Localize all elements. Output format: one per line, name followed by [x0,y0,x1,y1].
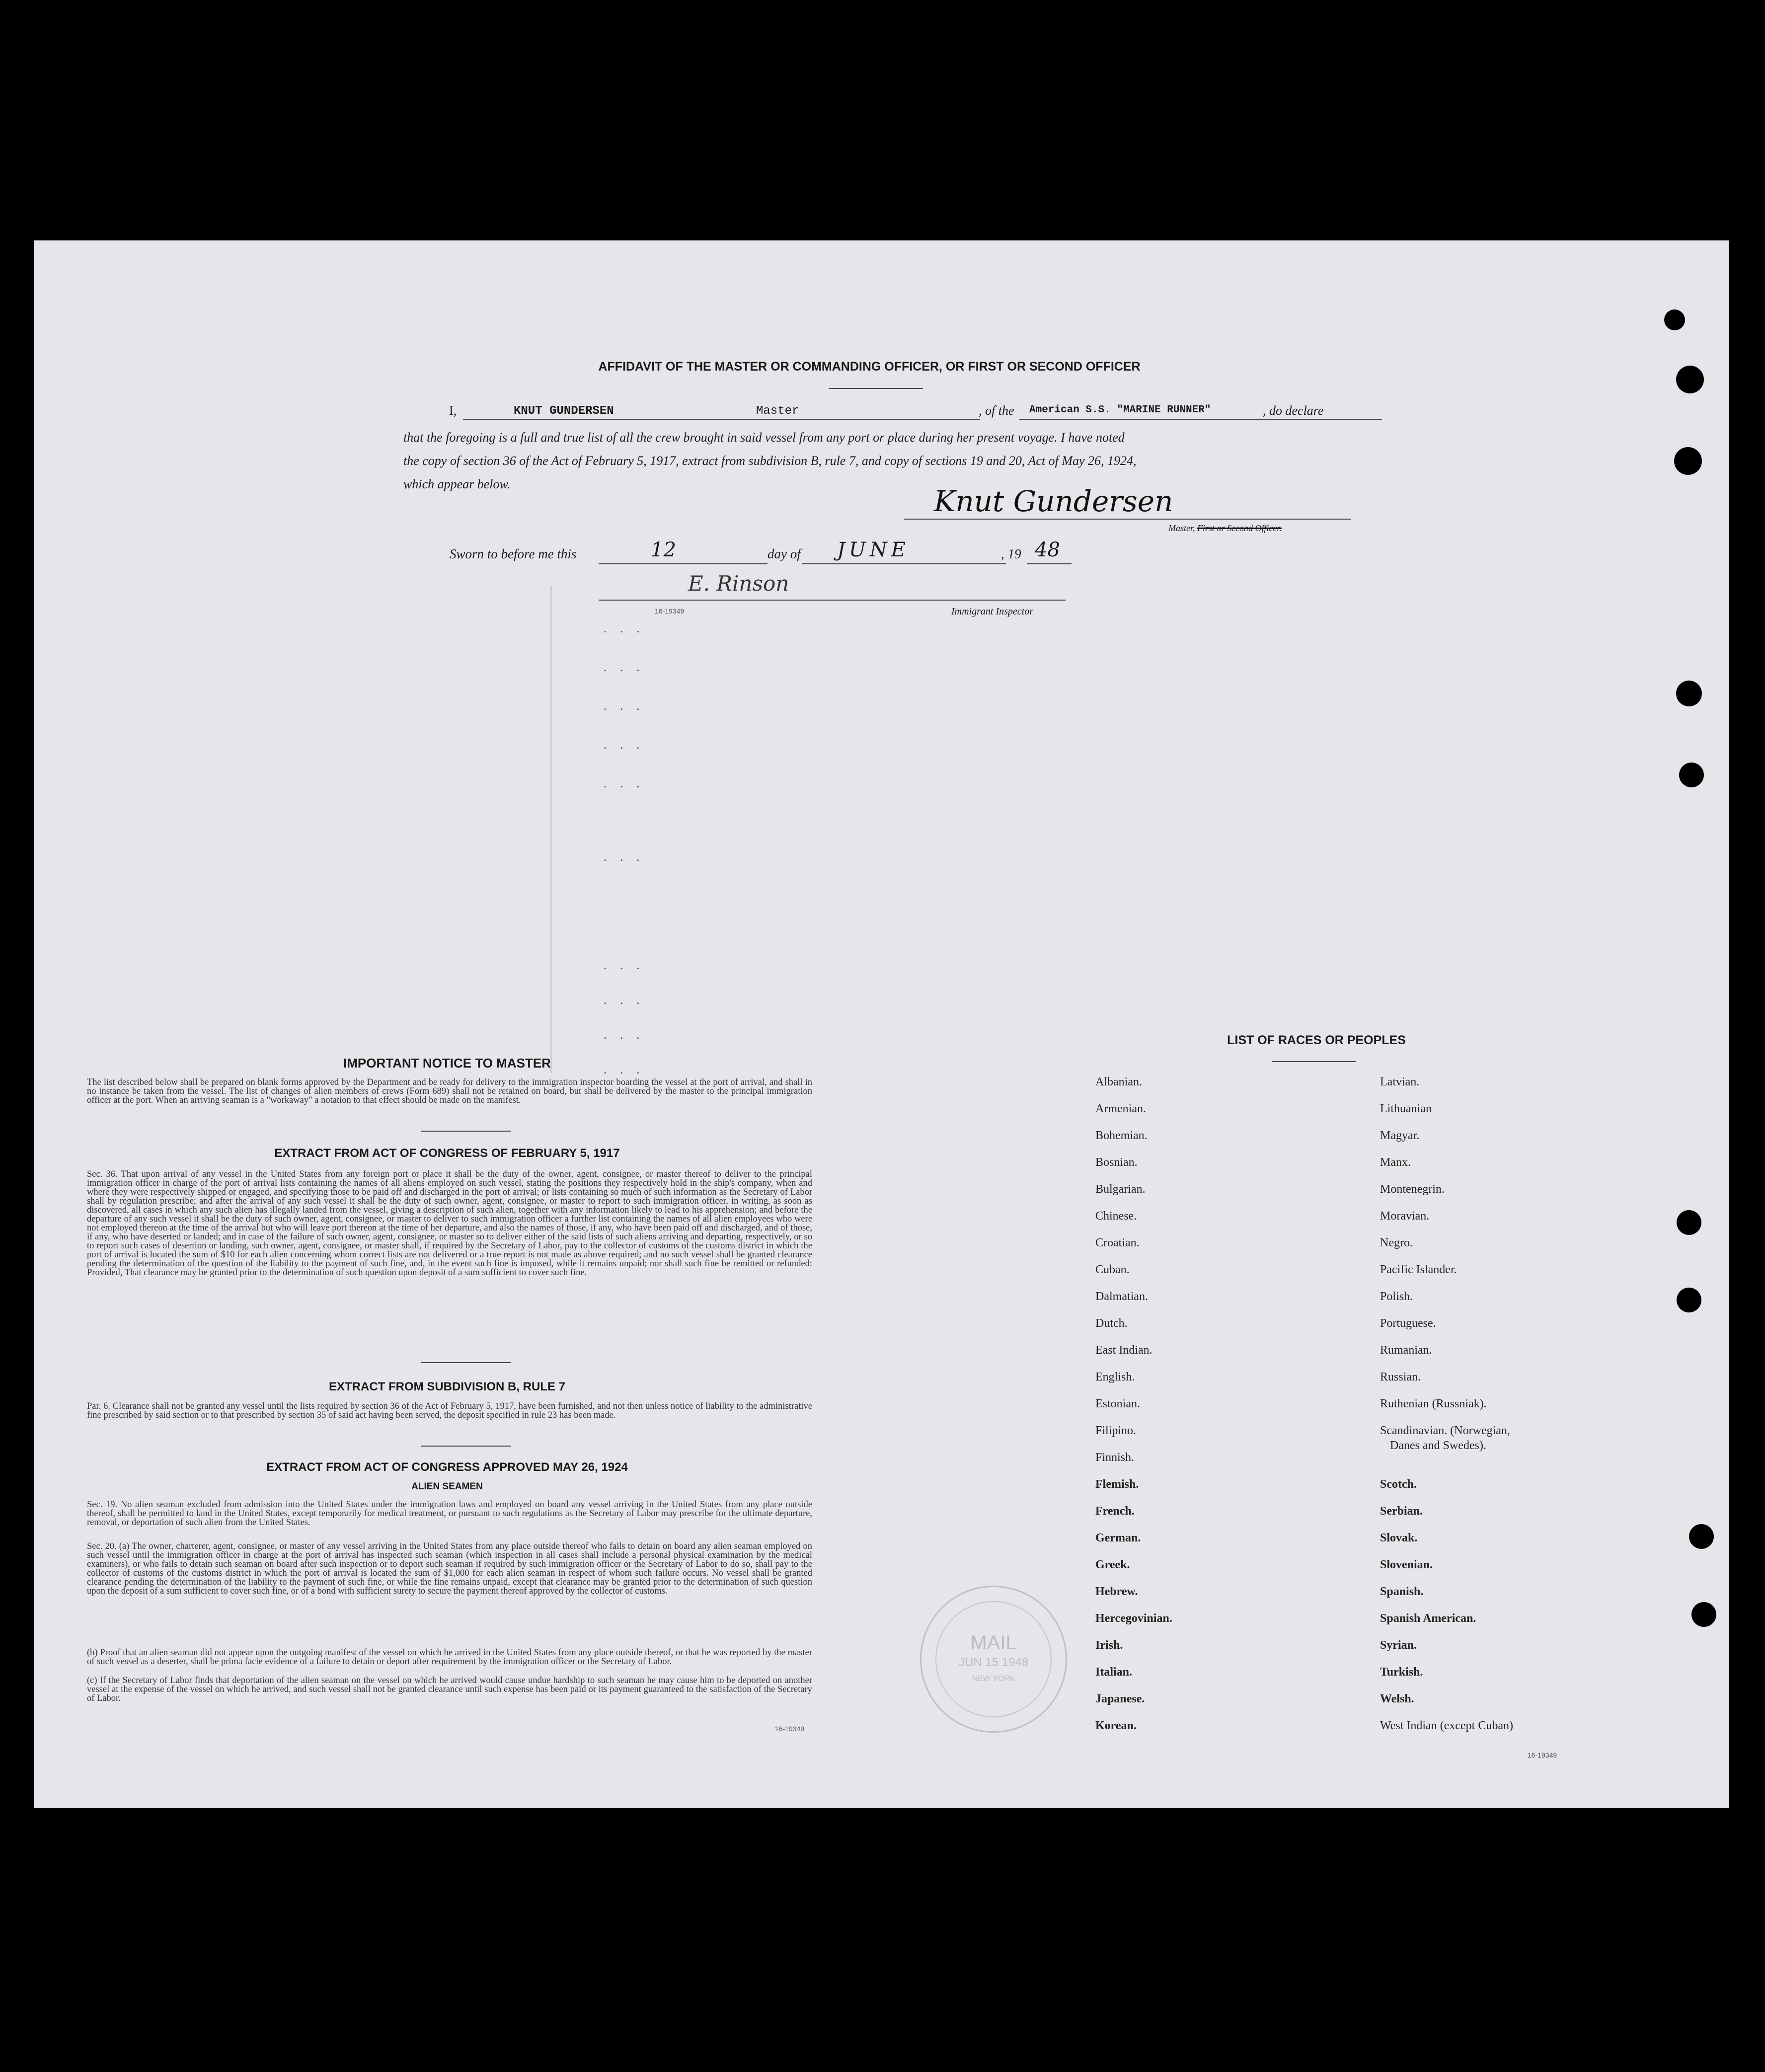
dot-leader: . . . [604,660,645,674]
fold-line [550,586,552,1073]
race-item: Finnish. [1095,1451,1135,1464]
stamp-line-3: NEW YORK [972,1675,1015,1683]
race-item: Negro. [1380,1236,1413,1249]
race-item: Japanese. [1095,1692,1145,1705]
dot-leader: . . . [604,737,645,752]
race-item: German. [1095,1532,1141,1544]
binder-hole [1677,1210,1701,1235]
race-item: Danes and Swedes). [1390,1439,1486,1452]
race-item: English. [1095,1371,1135,1383]
race-item: Irish. [1095,1639,1123,1652]
caption-master: Master, [1168,523,1195,533]
of-the-text: , of the [979,403,1014,418]
race-item: Portuguese. [1380,1317,1436,1330]
sec-20a-text: Sec. 20. (a) The owner, charterer, agent, consignee, or master of any vessel arriving in the United States from any place outside thereof who fails to detain on board any alien seaman employed on such vessel until the immigration officer in charge at the port of arrival has inspected such seaman (which inspection in all cases shall include a personal physical examination by the medical examiners), or who fails to detain such seaman on board after such inspection or to deport such seaman if required by such immigration officer or the Secretary of Labor to do so, shall pay to the collector of customs of the customs district in which the port of arrival is located the sum of $1,000 for each alien seaman in respect of whom such failure occurs. No vessel shall be granted clearance pending the determination of the liability to the payment of such fine, or while the fine remains unpaid, except that clearance may be granted prior to the determination of such question upon the deposit of a sum sufficient to cover such fine, or of a bond with sufficient surety to secure the payment thereof approved by the collector of customs. [87,1541,812,1596]
race-item: Scotch. [1380,1478,1417,1491]
extract-1917-text: Sec. 36. That upon arrival of any vessel in the United States from any foreign port or place it shall be the duty of the owner, agent, consignee, or master thereof to deliver to the principal immigration officer in charge of the port of arrival lists containing the names of all aliens employed on such vessel, stating the positions they respectively hold in the ship's company, when and where they were respectively shipped or engaged, and specifying those to be paid off and discharged in the port of arrival; or lists containing so much of such information as the Secretary of Labor shall by regulation prescribe; and after the arrival of any such vessel it shall be the duty of such owner, agent, consignee, or master to report to such immigration officer, in writing, as soon as discovered, all cases in which any such alien has illegally landed from the vessel, giving a description of such alien, together with any information likely to lead to his apprehension; and before the departure of any such vessel it shall be the duty of such owner, agent, consignee, or master to deliver to such immigration officer a further list containing the names of all alien employees who were not employed thereon at the time of the arrival but who will leave port thereon at the time of her departure, and also the names of those, if any, who have been paid off and discharged, and of those, if any, who have deserted or landed; and in case of the failure of such owner, agent, consignee, or master so to deliver either of the said lists of such aliens arriving and departing, respectively, or so to report such cases of desertion or landing, such owner, agent, consignee, or master shall, if required by the Secretary of Labor, pay to the collector of customs of the customs district in which the port of arrival is located the sum of $10 for each alien concerning whom correct lists are not delivered or a true report is not made as above required; and no such vessel shall be granted clearance pending the determination of the question of the liability to the payment of such fine, and, in the event such fine is imposed, while it remains unpaid; nor shall such fine be remitted or refunded: Provided, That clearance may be granted prior to the determination of such question upon deposit of a sum sufficient to cover such fine. [87,1169,812,1278]
day-of-label: day of [767,546,801,561]
sec-20c-text: (c) If the Secretary of Labor finds that deportation of the alien seaman on the vessel on which he arrived would cause undue hardship to such seaman he may cause him to be deported on another vessel at the expense of the vessel on which he arrived, and such vessel shall not be granted clearance until such expense has been paid or its payment guaranteed to the satisfaction of the Secretary of Labor. [87,1676,812,1703]
binder-hole [1691,1602,1716,1627]
inspector-caption: Immigrant Inspector [951,606,1033,617]
body-line-3: which appear below. [403,477,511,491]
race-item: Ruthenian (Russniak). [1380,1397,1487,1410]
race-item: Moravian. [1380,1210,1430,1223]
race-item: Spanish American. [1380,1612,1476,1625]
stamp-line-1: MAIL [970,1632,1017,1654]
sec-20b-text: (b) Proof that an alien seaman did not appear upon the outgoing manifest of the vessel on which he arrived in the United States from any place outside thereof, or that he was reported by the master of such vessel as a deserter, shall be prima facie evidence of a failure to detain or deport after requirement by the immigration officer or the Secretary of Labor. [87,1648,812,1667]
dot-leader: . . . [604,849,645,864]
binder-hole [1674,447,1702,475]
affidavit-title: AFFIDAVIT OF THE MASTER OR COMMANDING OFFICER, OR FIRST OR SECOND OFFICER [598,360,1141,374]
body-line-2: the copy of section 36 of the Act of February 5, 1917, extract from subdivision B, rule 7, and copy of sections 19 and 20, Act of May 26, 1924, [403,454,1137,468]
race-item: Welsh. [1380,1692,1414,1705]
binder-hole [1676,366,1704,393]
caption-struck: First or Second Officer. [1197,523,1282,533]
dot-leader: . . . [604,1027,645,1042]
dot-leader: . . . [604,621,645,635]
race-item: Slovenian. [1380,1558,1433,1571]
race-item: Albanian. [1095,1075,1142,1088]
binder-hole [1677,1288,1701,1312]
race-item: French. [1095,1505,1135,1518]
signature-caption [1168,523,1282,534]
race-item: Korean. [1095,1719,1137,1732]
affidavit-body [403,426,1352,496]
races-form-number: 16-19349 [1528,1751,1557,1759]
binder-hole [1689,1524,1714,1549]
sworn-label: Sworn to before me this [450,546,577,561]
extract-1917-title: EXTRACT FROM ACT OF CONGRESS OF FEBRUARY 5, 1917 [274,1147,620,1160]
race-item: Manx. [1380,1156,1411,1169]
race-item: Hercegovinian. [1095,1612,1172,1625]
race-item: Cuban. [1095,1263,1130,1276]
declaration-line [403,403,1352,420]
year-suffix: 48 [1035,538,1060,561]
body-line-1: that the foregoing is a full and true list of all the crew brought in said vessel from any port or place during her present voyage. I have noted [403,430,1125,445]
extract-1924-title: EXTRACT FROM ACT OF CONGRESS APPROVED MAY 26, 1924 [266,1460,628,1474]
stamp-line-2: JUN 15 1948 [958,1656,1029,1669]
race-item: Spanish. [1380,1585,1424,1598]
master-name: KNUT GUNDERSEN [514,404,614,418]
sworn-day: 12 [651,538,676,561]
rule-7-text: Par. 6. Clearance shall not be granted any vessel until the lists required by section 36 of the Act of February 5, 1917, have been furnished, and not then unless notice of liability to the administrative fine prescribed by said section or to that prescribed by section 35 of said act having been served, the deposit specified in rule 23 has been made. [87,1401,812,1420]
race-item: Bosnian. [1095,1156,1138,1169]
sec-19-text: Sec. 19. No alien seaman excluded from admission into the United States under the immigration laws and employed on board any vessel arriving in the United States from any place outside thereof, shall be permitted to land in the United States, except temporarily for medical treatment, or pursuant to such regulations as the Secretary of Labor may prescribe for the ultimate departure, removal, or deportation of such alien from the United States. [87,1500,812,1528]
alien-seamen-subtitle: ALIEN SEAMEN [411,1481,483,1492]
race-item: Dalmatian. [1095,1290,1148,1303]
race-item: Chinese. [1095,1210,1137,1223]
do-declare-text: , do declare [1263,403,1324,418]
race-item: Filipino. [1095,1424,1137,1437]
form-number: 16-19349 [655,607,685,615]
vessel-name: American S.S. "MARINE RUNNER" [1029,404,1211,416]
race-item: Polish. [1380,1290,1413,1303]
race-item: Greek. [1095,1558,1130,1571]
title-divider [829,388,923,389]
postmark-stamp [920,1586,1067,1733]
extract-form-number: 16-19349 [775,1725,805,1733]
sworn-line [450,538,1075,566]
race-item: Magyar. [1380,1129,1420,1142]
race-item: Slovak. [1380,1532,1418,1544]
race-item: Dutch. [1095,1317,1128,1330]
race-item: West Indian (except Cuban) [1380,1719,1513,1732]
master-rank: Master [756,404,799,418]
dot-leader: . . . [604,1062,645,1076]
dot-leader: . . . [604,776,645,790]
race-item: Lithuanian [1380,1102,1432,1115]
binder-hole [1679,763,1704,787]
sworn-month: JUNE [837,538,910,561]
notice-text: The list described below shall be prepared on blank forms approved by the Department and be ready for delivery to the immigration inspector boarding the vessel at the port of arrival, and shall in no instance be taken from the vessel. The list of changes of alien members of crews (Form 689) shall not be retained on board, but shall be delivered by the master to the principal immigration officer at the port. When an arriving seaman is a "workaway" a notation to that effect should be made on the manifest. [87,1077,812,1105]
race-item: Rumanian. [1380,1344,1432,1357]
race-item: Estonian. [1095,1397,1140,1410]
race-item: Turkish. [1380,1666,1423,1679]
notice-title: IMPORTANT NOTICE TO MASTER [343,1056,551,1071]
prefix-text: I, [449,403,457,418]
race-item: Flemish. [1095,1478,1139,1491]
race-item: Scandinavian. (Norwegian, [1380,1424,1510,1437]
race-item: Serbian. [1380,1505,1423,1518]
race-item: Russian. [1380,1371,1421,1383]
race-item: Syrian. [1380,1639,1417,1652]
race-item: Pacific Islander. [1380,1263,1457,1276]
binder-hole [1676,681,1702,706]
binder-hole [1664,309,1685,330]
races-title: LIST OF RACES OR PEOPLES [1227,1033,1406,1047]
inspector-signature: E. Rinson [688,571,789,596]
dot-leader: . . . [604,698,645,713]
race-item: Armenian. [1095,1102,1146,1115]
master-signature: Knut Gundersen [934,484,1173,518]
race-item: Montenegrin. [1380,1183,1445,1196]
race-item: Italian. [1095,1666,1133,1679]
race-item: Bulgarian. [1095,1183,1146,1196]
race-item: Croatian. [1095,1236,1140,1249]
rule-7-title: EXTRACT FROM SUBDIVISION B, RULE 7 [328,1380,566,1393]
race-item: Hebrew. [1095,1585,1138,1598]
dot-leader: . . . [604,958,645,972]
dot-leader: . . . [604,993,645,1007]
race-item: Bohemian. [1095,1129,1148,1142]
race-item: East Indian. [1095,1344,1152,1357]
race-item: Latvian. [1380,1075,1420,1088]
year-prefix: , 19 [1001,546,1021,561]
